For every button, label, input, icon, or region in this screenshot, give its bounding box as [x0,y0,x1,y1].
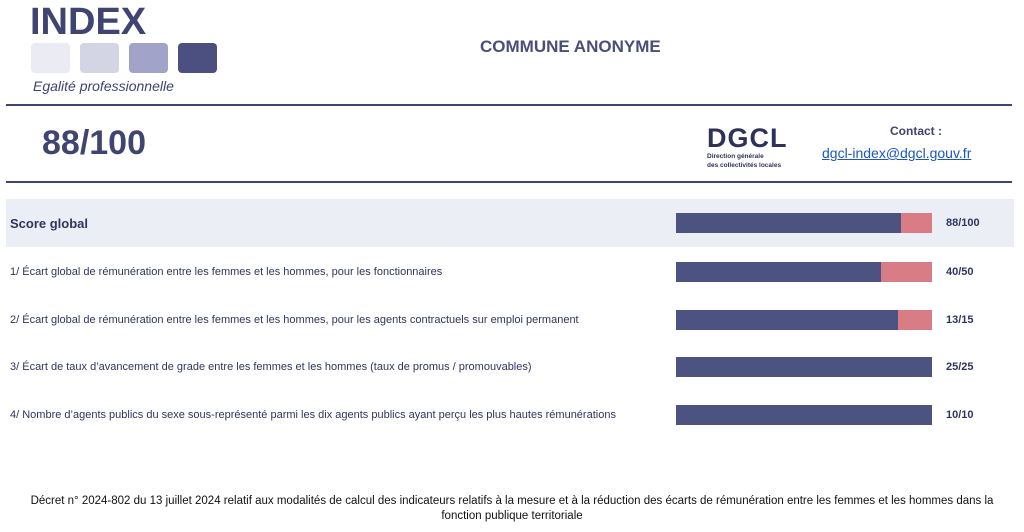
dgcl-logo-sub-2: des collectivités locales [707,162,782,169]
logo-square-4 [178,43,217,73]
score-bar [676,262,932,282]
indicator-label: 4/ Nombre d’agents publics du sexe sous-représenté parmi les dix agents publics ayant perçu les plus hautes rémunérations [10,409,616,421]
score-bar-fill [676,213,901,233]
footer-decree: Décret n° 2024-802 du 13 juillet 2024 relatif aux modalités de calcul des indicateurs relatifs à la mesure et à la réduction des écarts de rémunération entre les femmes et les hommes dans la fonction publique territoriale [30,495,994,522]
indicator-score: 10/10 [946,409,974,421]
dgcl-logo [707,124,788,170]
indicator-row-4 [6,391,1014,439]
indicator-score: 88/100 [946,217,980,229]
index-logo-subtitle: Egalité professionnelle [33,78,174,94]
overall-score: 88/100 [42,124,146,162]
top-divider [6,104,1012,106]
contact-email-link[interactable]: dgcl-index@dgcl.gouv.fr [822,145,972,161]
middle-divider [6,181,1012,183]
commune-title: COMMUNE ANONYME [480,37,661,56]
score-bar [676,213,932,233]
indicator-label: 3/ Écart de taux d’avancement de grade entre les femmes et les hommes (taux de promus / promouvables) [10,361,532,373]
indicator-score: 25/25 [946,361,974,373]
logo-square-2 [80,43,119,73]
dgcl-logo-text: DGCL [707,123,788,153]
score-bar-fill [676,357,932,377]
indicator-row-global [6,199,1014,247]
indicator-row-1 [6,248,1014,296]
score-bar [676,310,932,330]
index-logo-squares [31,43,217,73]
index-logo-title: INDEX [30,1,147,43]
indicator-score: 40/50 [946,266,974,278]
contact-label: Contact : [890,124,942,138]
indicator-score: 13/15 [946,314,974,326]
indicator-row-2 [6,296,1014,344]
score-bar [676,405,932,425]
score-bar-fill [676,262,881,282]
score-bar [676,357,932,377]
dgcl-logo-sub-1: Direction générale [707,153,764,160]
indicator-label: Score global [10,215,89,231]
indicator-row-3 [6,343,1014,391]
indicator-label: 1/ Écart global de rémunération entre les femmes et les hommes, pour les fonctionnaires [10,266,443,278]
logo-square-1 [31,43,70,73]
score-bar-fill [676,310,898,330]
indicator-label: 2/ Écart global de rémunération entre les femmes et les hommes, pour les agents contractuels sur emploi permanent [10,314,579,326]
logo-square-3 [129,43,168,73]
score-bar-fill [676,405,932,425]
